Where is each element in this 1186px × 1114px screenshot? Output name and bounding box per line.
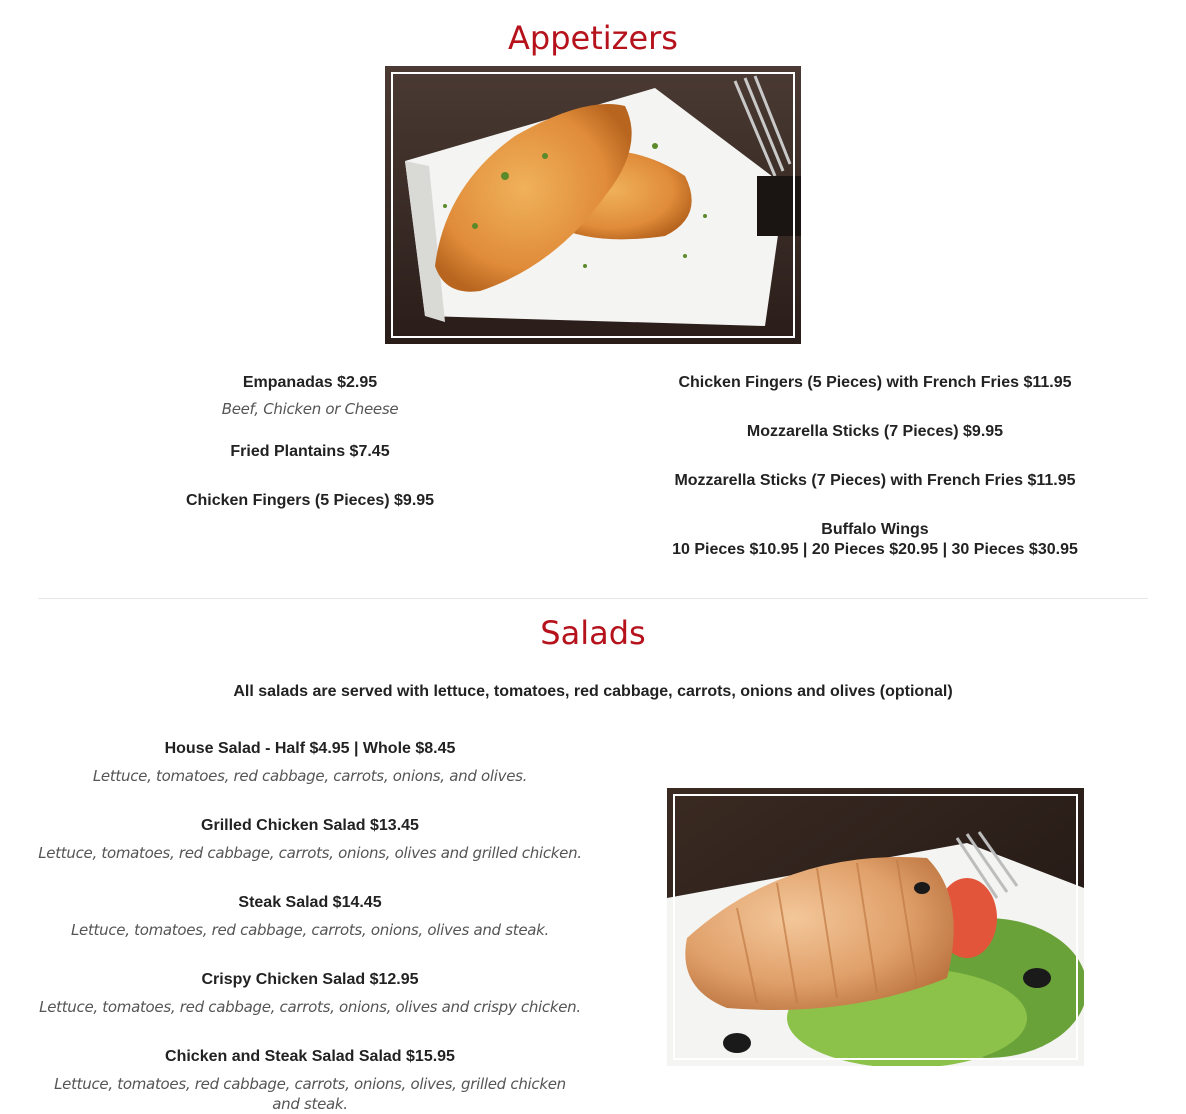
item-name: Buffalo Wings <box>821 521 929 538</box>
menu-item <box>30 442 590 462</box>
item-description: Lettuce, tomatoes, red cabbage, carrots, onions, olives, grilled chicken and steak. <box>54 1075 566 1113</box>
appetizers-title: Appetizers <box>508 19 678 57</box>
item-name: Fried Plantains $7.45 <box>230 443 390 460</box>
item-name: Grilled Chicken Salad $13.45 <box>201 817 419 834</box>
menu-item <box>30 491 590 511</box>
appetizers-photo <box>385 66 801 344</box>
menu-item <box>30 816 590 863</box>
salads-title: Salads <box>540 614 646 652</box>
menu-item <box>30 373 590 419</box>
menu-item <box>30 739 590 786</box>
section-divider <box>38 598 1148 599</box>
menu-item <box>30 1047 590 1114</box>
appetizers-left-column <box>30 373 590 511</box>
item-name: Mozzarella Sticks (7 Pieces) $9.95 <box>746 423 1004 440</box>
menu-item <box>30 893 590 940</box>
menu-item <box>30 970 590 1017</box>
item-name: Crispy Chicken Salad $12.95 <box>201 971 419 988</box>
item-name: Mozzarella Sticks (7 Pieces) with French Fries $11.95 <box>674 472 1076 489</box>
menu-item <box>595 520 1155 560</box>
item-price-options: 10 Pieces $10.95 | 20 Pieces $20.95 | 30 Pieces $30.95 <box>672 541 1078 558</box>
item-description: Lettuce, tomatoes, red cabbage, carrots, onions, olives and steak. <box>70 921 550 939</box>
item-description: Lettuce, tomatoes, red cabbage, carrots, onions, olives and grilled chicken. <box>38 844 582 862</box>
menu-item <box>595 422 1155 442</box>
salads-column <box>30 739 590 1114</box>
item-name: Empanadas $2.95 <box>242 374 378 391</box>
item-name: House Salad - Half $4.95 | Whole $8.45 <box>164 740 456 757</box>
salad-photo <box>667 788 1084 1066</box>
salads-note: All salads are served with lettuce, tomatoes, red cabbage, carrots, onions and olives (optional) <box>233 683 953 700</box>
item-description: Lettuce, tomatoes, red cabbage, carrots, onions, olives and crispy chicken. <box>39 998 581 1016</box>
item-description: Lettuce, tomatoes, red cabbage, carrots, onions, and olives. <box>92 767 528 785</box>
photo-frame <box>673 794 1078 1060</box>
item-description: Beef, Chicken or Cheese <box>221 400 399 418</box>
appetizers-right-column <box>595 373 1155 560</box>
menu-item <box>595 471 1155 491</box>
item-name: Chicken Fingers (5 Pieces) $9.95 <box>185 492 435 509</box>
photo-frame <box>391 72 795 338</box>
menu-item <box>595 373 1155 393</box>
item-name: Chicken Fingers (5 Pieces) with French Fries $11.95 <box>678 374 1072 391</box>
item-name: Chicken and Steak Salad Salad $15.95 <box>165 1048 455 1065</box>
item-name: Steak Salad $14.45 <box>238 894 382 911</box>
